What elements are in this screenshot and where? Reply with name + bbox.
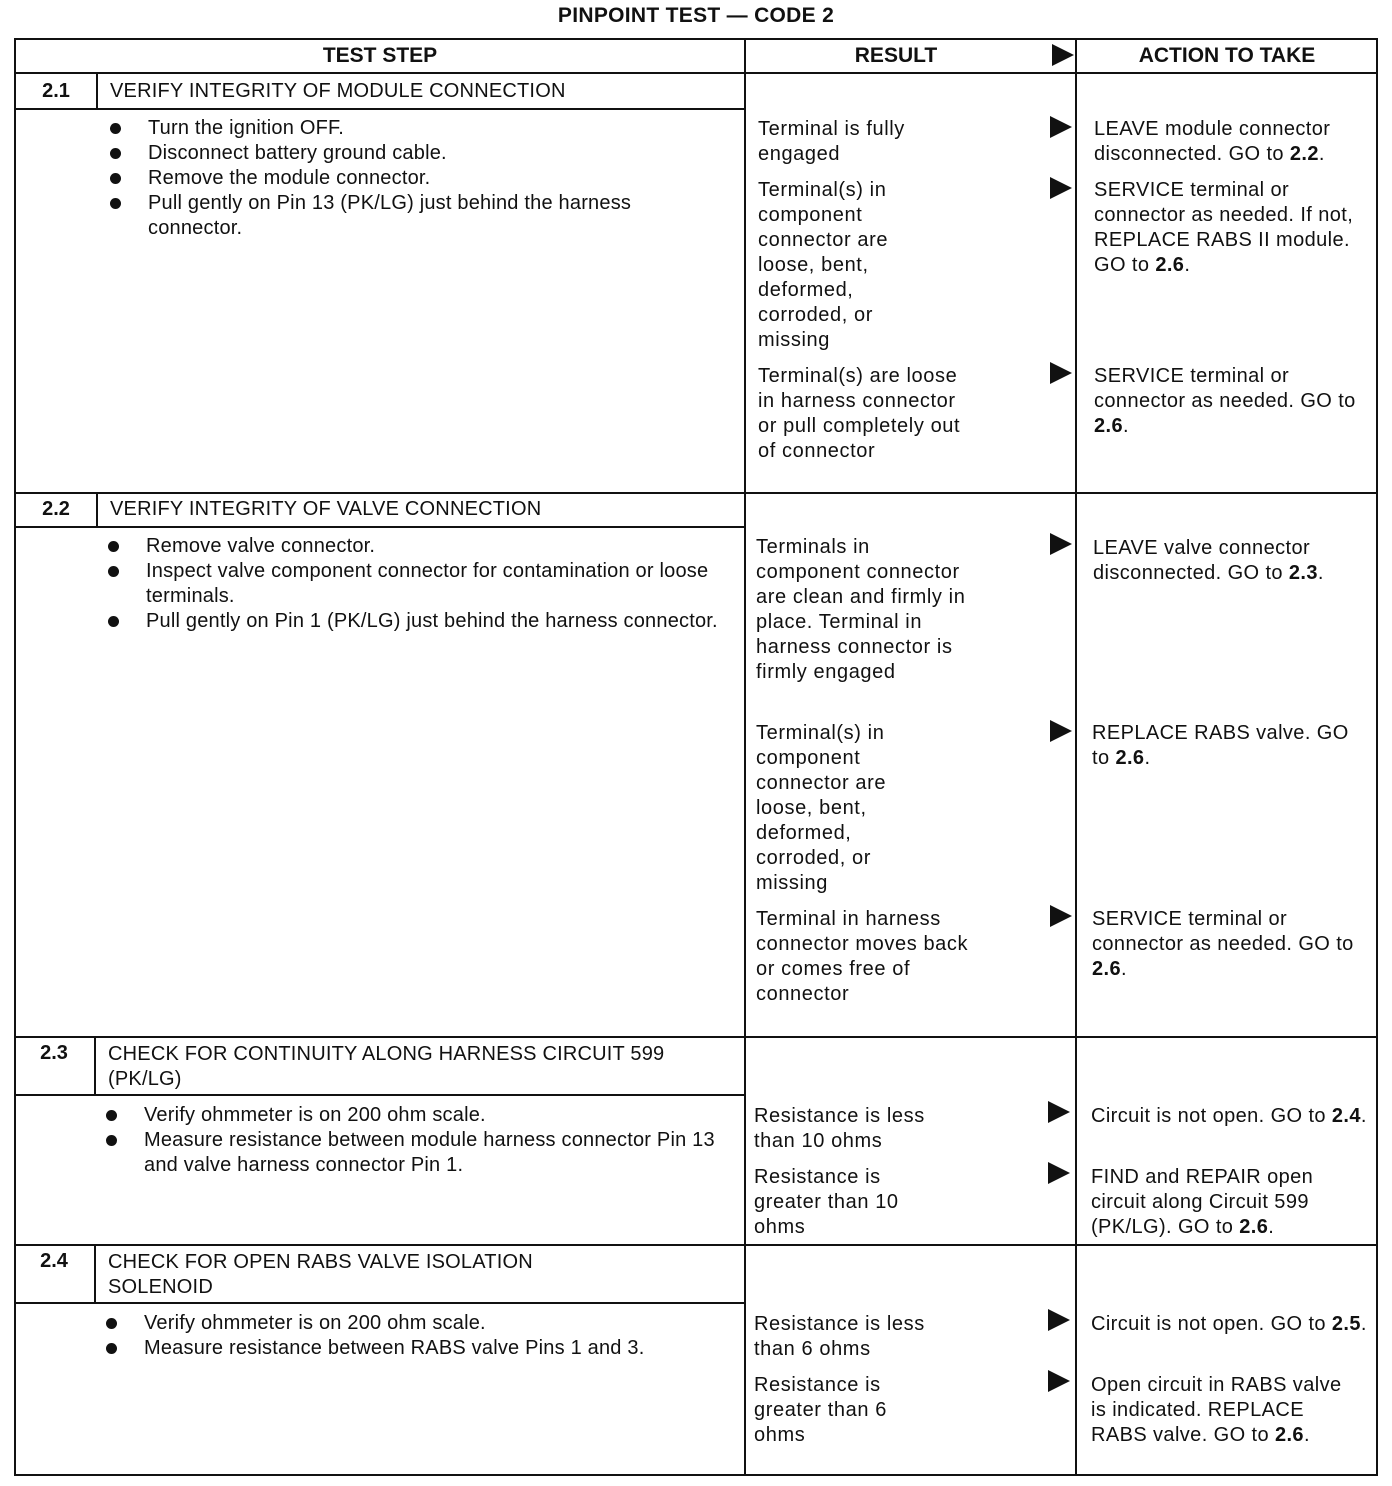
instruction-item: Pull gently on Pin 13 (PK/LG) just behind the harness connector. [108,191,728,241]
step-number-divider [96,492,98,528]
step-number-divider [94,1036,96,1096]
instruction-item: Disconnect battery ground cable. [108,141,728,166]
step-divider [14,492,1378,494]
instruction-item: Pull gently on Pin 1 (PK/LG) just behind the harness connector. [106,609,728,634]
instruction-item: Verify ohmmeter is on 200 ohm scale. [104,1311,726,1336]
step-number-divider [96,72,98,110]
result-text: Terminal is fully engaged [758,118,905,165]
step-title: CHECK FOR CONTINUITY ALONG HARNESS CIRCUIT 599 (PK/LG) [108,1043,665,1090]
step-instructions [104,1103,734,1178]
result-arrow-icon [1048,1162,1070,1184]
result-text: Resistance is less than 10 ohms [754,1105,925,1152]
instruction-item: Remove valve connector. [106,534,728,559]
result-text: Resistance is less than 6 ohms [754,1313,925,1360]
step-instructions [108,116,728,241]
column-divider-result [744,38,746,1476]
action-text: SERVICE terminal or connector as needed. GO to 2.6. [1092,908,1354,980]
instruction-item: Measure resistance between RABS valve Pins 1 and 3. [104,1336,726,1361]
step-title: VERIFY INTEGRITY OF VALVE CONNECTION [110,498,542,520]
instruction-item: Measure resistance between module harness connector Pin 13 and valve harness connector Pin 1. [104,1128,734,1178]
step-instructions [104,1311,726,1361]
instruction-item: Inspect valve component connector for contamination or loose terminals. [106,559,728,609]
step-title-divider [14,1302,745,1304]
result-arrow-icon [1048,1309,1070,1331]
step-divider [14,1244,1378,1246]
step-title-divider [14,108,745,110]
result-arrow-icon [1050,905,1072,927]
result-arrow-icon [1048,1370,1070,1392]
step-title-divider [14,1094,745,1096]
step-divider [14,1036,1378,1038]
step-title: VERIFY INTEGRITY OF MODULE CONNECTION [110,80,566,102]
step-number: 2.3 [40,1042,68,1064]
result-arrow-icon [1050,533,1072,555]
step-number-divider [94,1244,96,1304]
action-text: Open circuit in RABS valve is indicated. REPLACE RABS valve. GO to 2.6. [1091,1374,1342,1446]
result-text: Terminal(s) in component connector are loose, bent, deformed, corroded, or missing [756,722,887,894]
action-text: SERVICE terminal or connector as needed. If not, REPLACE RABS II module. GO to 2.6. [1094,179,1354,276]
header-action: ACTION TO TAKE [1138,44,1316,67]
step-number: 2.4 [40,1250,68,1272]
column-divider-action [1075,38,1077,1476]
action-text: FIND and REPAIR open circuit along Circuit 599 (PK/LG). GO to 2.6. [1091,1166,1314,1238]
header-arrow-icon [1052,44,1074,66]
step-instructions [106,534,728,634]
action-text: LEAVE valve connector disconnected. GO to 2.3. [1093,537,1324,584]
instruction-item: Verify ohmmeter is on 200 ohm scale. [104,1103,734,1128]
result-text: Terminal(s) in component connector are loose, bent, deformed, corroded, or missing [758,179,889,351]
result-arrow-icon [1048,1101,1070,1123]
step-title-divider [14,526,745,528]
result-arrow-icon [1050,116,1072,138]
instruction-item: Turn the ignition OFF. [108,116,728,141]
result-arrow-icon [1050,362,1072,384]
action-text: Circuit is not open. GO to 2.5. [1091,1313,1367,1335]
action-text: LEAVE module connector disconnected. GO to 2.2. [1094,118,1331,165]
header-test-step: TEST STEP [322,44,438,67]
result-text: Resistance is greater than 6 ohms [754,1374,887,1446]
action-text: REPLACE RABS valve. GO to 2.6. [1092,722,1349,769]
step-title: CHECK FOR OPEN RABS VALVE ISOLATION SOLENOID [108,1251,533,1298]
page-title: PINPOINT TEST — CODE 2 [557,4,835,27]
header-divider [14,72,1378,74]
result-text: Terminal in harness connector moves back or comes free of connector [756,908,969,1005]
instruction-item: Remove the module connector. [108,166,728,191]
result-text: Resistance is greater than 10 ohms [754,1166,899,1238]
result-text: Terminal(s) are loose in harness connector or pull completely out of connector [758,365,961,462]
step-number: 2.1 [42,80,70,102]
result-arrow-icon [1050,720,1072,742]
result-arrow-icon [1050,177,1072,199]
action-text: SERVICE terminal or connector as needed. GO to 2.6. [1094,365,1356,437]
step-number: 2.2 [42,498,70,520]
result-text: Terminals in component connector are clean and firmly in place. Terminal in harness connector is firmly engaged [756,536,966,683]
header-result: RESULT [854,44,938,67]
action-text: Circuit is not open. GO to 2.4. [1091,1105,1367,1127]
